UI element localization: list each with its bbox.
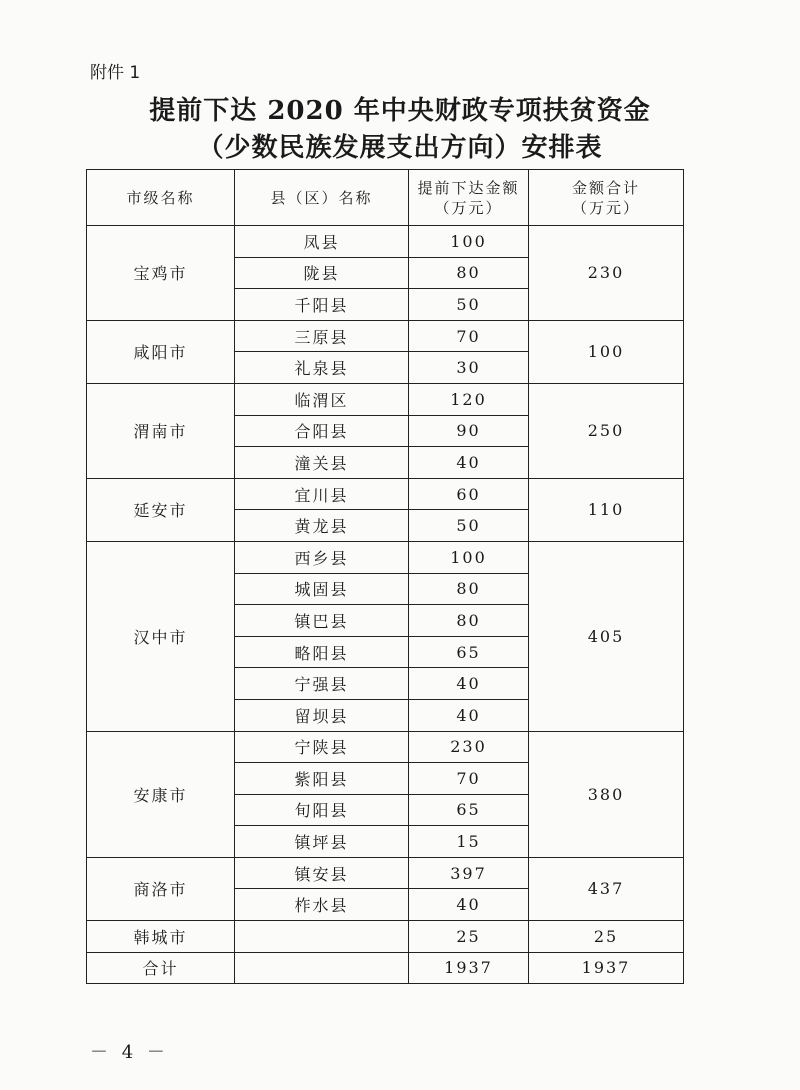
county-name-cell: 千阳县 xyxy=(235,289,409,321)
city-name-cell: 延安市 xyxy=(87,478,235,541)
county-name-cell: 三原县 xyxy=(235,320,409,352)
amount-cell: 100 xyxy=(409,226,529,258)
county-name-cell: 潼关县 xyxy=(235,447,409,479)
allocation-table xyxy=(86,169,684,984)
county-name-cell: 略阳县 xyxy=(235,636,409,668)
grand-total-row xyxy=(87,952,684,984)
amount-cell: 230 xyxy=(409,731,529,763)
amount-cell: 80 xyxy=(409,257,529,289)
amount-cell: 90 xyxy=(409,415,529,447)
amount-cell: 80 xyxy=(409,573,529,605)
header-county: 县（区）名称 xyxy=(235,170,409,226)
city-total-cell: 380 xyxy=(529,731,684,857)
county-name-cell: 陇县 xyxy=(235,257,409,289)
city-total-cell: 250 xyxy=(529,383,684,478)
table-header-row xyxy=(87,170,684,226)
page-number: － 4 － xyxy=(90,1042,169,1063)
table-row xyxy=(87,226,684,258)
county-name-cell: 合阳县 xyxy=(235,415,409,447)
amount-cell: 65 xyxy=(409,794,529,826)
table-row xyxy=(87,541,684,573)
amount-cell: 50 xyxy=(409,289,529,321)
county-name-cell: 旬阳县 xyxy=(235,794,409,826)
city-name-cell: 汉中市 xyxy=(87,541,235,731)
city-total-cell: 230 xyxy=(529,226,684,321)
table-row xyxy=(87,921,684,953)
county-name-cell: 镇安县 xyxy=(235,857,409,889)
amount-cell: 25 xyxy=(409,921,529,953)
county-name-cell: 柞水县 xyxy=(235,889,409,921)
amount-cell: 40 xyxy=(409,889,529,921)
county-name-cell: 凤县 xyxy=(235,226,409,258)
amount-cell: 40 xyxy=(409,668,529,700)
county-name-cell: 临渭区 xyxy=(235,383,409,415)
amount-cell: 30 xyxy=(409,352,529,384)
table-row xyxy=(87,478,684,510)
city-total-cell: 100 xyxy=(529,320,684,383)
amount-cell: 120 xyxy=(409,383,529,415)
table-row xyxy=(87,857,684,889)
amount-cell: 80 xyxy=(409,605,529,637)
city-total-cell: 437 xyxy=(529,857,684,920)
city-total-cell: 405 xyxy=(529,541,684,731)
amount-cell: 100 xyxy=(409,541,529,573)
city-name-cell: 渭南市 xyxy=(87,383,235,478)
county-name-cell: 镇坪县 xyxy=(235,826,409,858)
amount-cell: 40 xyxy=(409,699,529,731)
header-total-line1: 金额合计 xyxy=(571,178,640,197)
city-name-cell: 商洛市 xyxy=(87,857,235,920)
county-name-cell: 宜川县 xyxy=(235,478,409,510)
county-name-cell: 紫阳县 xyxy=(235,763,409,795)
amount-cell: 40 xyxy=(409,447,529,479)
document-title: 提前下达 2020 年中央财政专项扶贫资金 xyxy=(149,96,651,126)
county-name-cell: 宁强县 xyxy=(235,668,409,700)
attachment-label: 附件 1 xyxy=(90,63,141,83)
amount-cell: 70 xyxy=(409,320,529,352)
city-name-cell: 安康市 xyxy=(87,731,235,857)
county-name-cell: 西乡县 xyxy=(235,541,409,573)
table-row xyxy=(87,320,684,352)
county-name-cell: 城固县 xyxy=(235,573,409,605)
header-amount xyxy=(409,170,529,226)
county-name-cell: 镇巴县 xyxy=(235,605,409,637)
header-amount-line1: 提前下达金额 xyxy=(417,178,520,197)
amount-cell: 15 xyxy=(409,826,529,858)
amount-cell: 60 xyxy=(409,478,529,510)
table-row xyxy=(87,731,684,763)
table-row xyxy=(87,383,684,415)
amount-cell: 50 xyxy=(409,510,529,542)
header-total-line2: （万元） xyxy=(571,198,640,217)
county-name-cell: 宁陕县 xyxy=(235,731,409,763)
header-amount-line2: （万元） xyxy=(434,198,503,217)
city-total-cell: 110 xyxy=(529,478,684,541)
city-total-cell: 25 xyxy=(529,921,684,953)
city-name-cell: 韩城市 xyxy=(87,921,235,953)
header-city: 市级名称 xyxy=(87,170,235,226)
county-name-cell: 留坝县 xyxy=(235,699,409,731)
grand-total-label: 合计 xyxy=(87,952,235,984)
document-subtitle: （少数民族发展支出方向）安排表 xyxy=(197,133,603,163)
county-name-cell: 礼泉县 xyxy=(235,352,409,384)
amount-cell: 70 xyxy=(409,763,529,795)
county-name-cell xyxy=(235,921,409,953)
county-name-cell: 黄龙县 xyxy=(235,510,409,542)
grand-total-sum: 1937 xyxy=(529,952,684,984)
header-total xyxy=(529,170,684,226)
grand-total-county xyxy=(235,952,409,984)
city-name-cell: 宝鸡市 xyxy=(87,226,235,321)
amount-cell: 397 xyxy=(409,857,529,889)
amount-cell: 65 xyxy=(409,636,529,668)
grand-total-amount: 1937 xyxy=(409,952,529,984)
city-name-cell: 咸阳市 xyxy=(87,320,235,383)
